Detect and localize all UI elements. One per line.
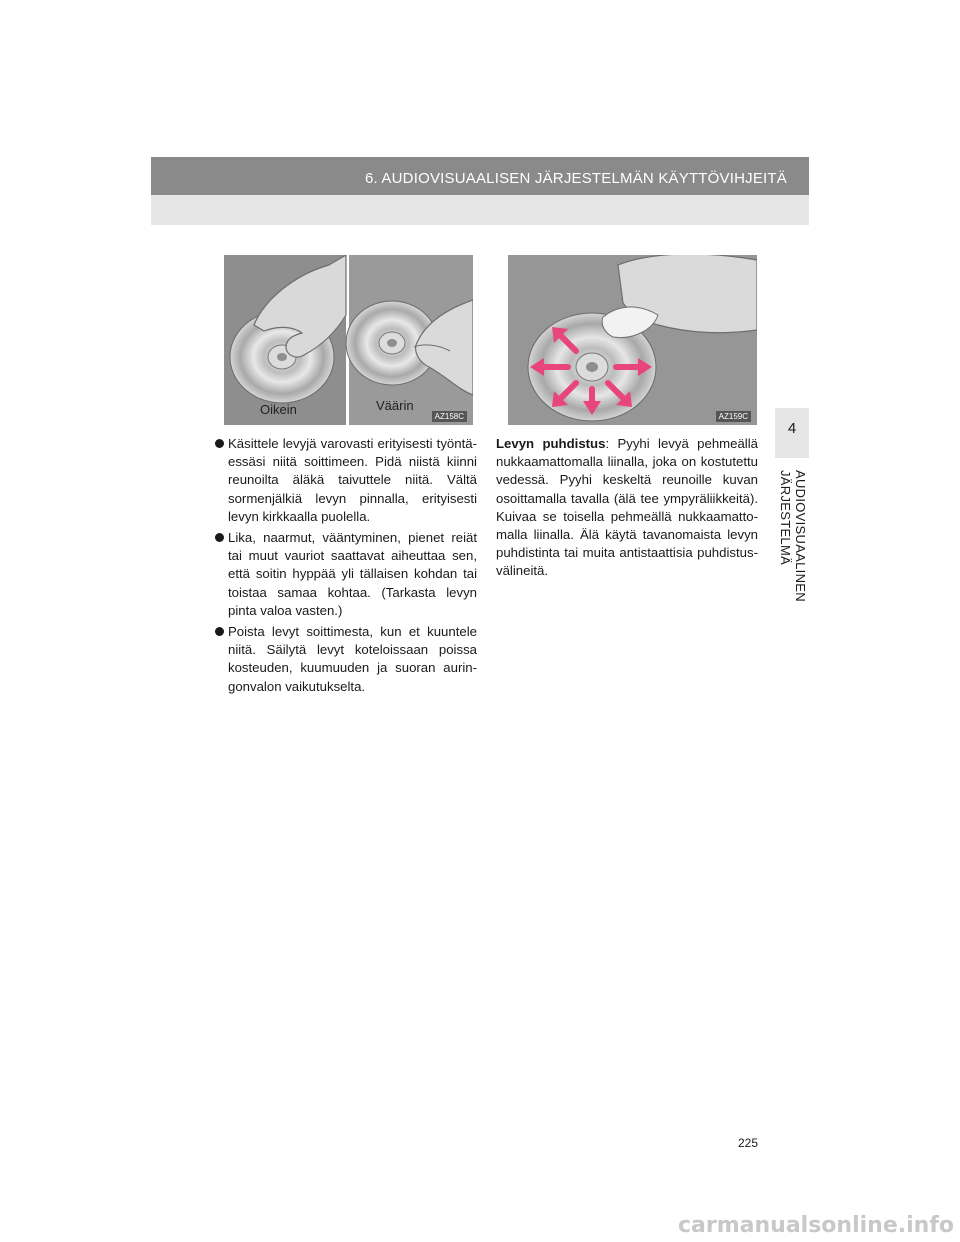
tips-list — [215, 435, 477, 696]
cleaning-heading: Levyn puhdistus — [496, 436, 606, 451]
arrow-down-right — [608, 383, 624, 399]
chapter-label: AUDIOVISUAALINEN JÄRJESTELMÄ — [778, 470, 808, 602]
figure-code: AZ158C — [432, 411, 467, 422]
bullet-icon — [215, 533, 224, 542]
list-item: Lika, naarmut, vääntyminen, pienet reiät tai muut vauriot saattavat aiheuttaa sen, että soitin hyppää yli tällaisen kohdan tai toistaa samaa kohtaa. (Tarkasta levyn pinta valoa vasten.) — [215, 529, 477, 620]
label-correct: Oikein — [260, 402, 297, 417]
section-header-bar — [151, 157, 809, 195]
watermark: carmanualsonline.info — [678, 1213, 954, 1238]
label-wrong: Väärin — [376, 398, 414, 413]
page-number: 225 — [737, 1136, 758, 1150]
list-item: Käsittele levyjä varovasti erityisesti työntä-essäsi niitä soittimeen. Pidä niistä kiinni reunoilta äläkä taivuttele niitä. Vältä sormenjälkiä levyn pinnalla, erityisesti levyn kirkkaalla puolella. — [215, 435, 477, 526]
disc-handling-figure — [224, 255, 473, 425]
chapter-number: 4 — [787, 420, 797, 437]
figure-code: AZ159C — [716, 411, 751, 422]
header-subbar — [151, 195, 809, 225]
handling-tips — [215, 435, 477, 699]
arrow-up-left — [560, 335, 576, 351]
disc-cleaning-figure — [508, 255, 757, 425]
list-item: Poista levyt soittimesta, kun et kuuntele niitä. Säilytä levyt koteloissaan poissa kosteuden, kuumuuden ja suoran aurin-gonvalon vaikutukselta. — [215, 623, 477, 696]
disc-handling-illustration — [224, 255, 473, 425]
cleaning-instructions — [496, 435, 758, 581]
bullet-icon — [215, 439, 224, 448]
wipe-arrows — [508, 255, 757, 425]
section-title: 6. AUDIOVISUAALISEN JÄRJESTELMÄN KÄYTTÖVIHJEITÄ — [364, 170, 787, 187]
arrow-down-left — [560, 383, 576, 399]
bullet-icon — [215, 627, 224, 636]
cleaning-text: : Pyyhi levyä pehmeällä nukkaamattomalla liinalla, joka on kostutettu vedessä. Pyyhi keskeltä reunoille kuvan osoittamalla tavalla (älä tee ympyräliikkeitä). Kuivaa se toisella pehmeällä nukkaamatto-malla liinalla. Älä käytä tavanomaista levyn puhdistinta tai muita antistaattisia puhdistus-välineitä. — [496, 436, 758, 579]
